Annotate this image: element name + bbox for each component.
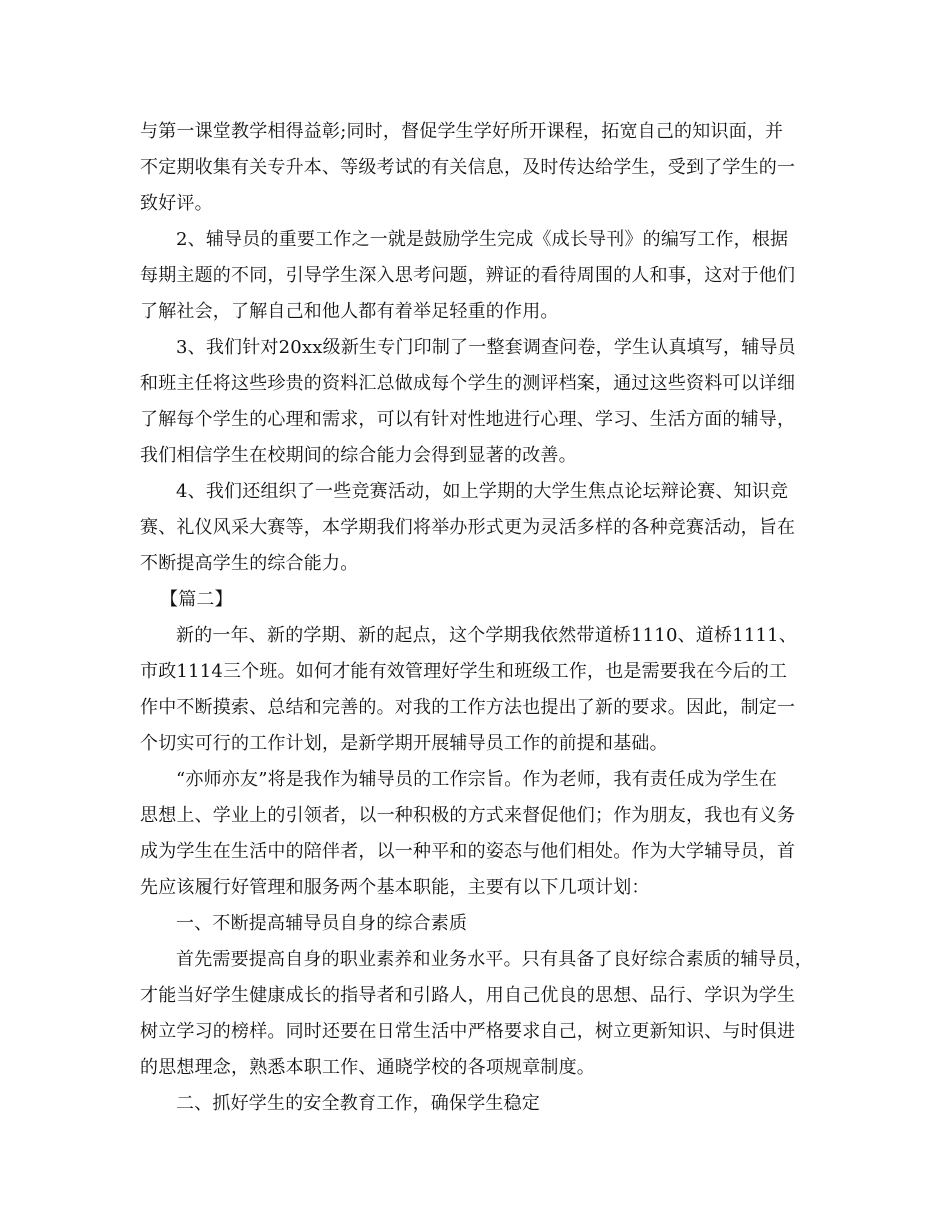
paragraph-line: 4、我们还组织了一些竞赛活动，如上学期的大学生焦点论坛辩论赛、知识竞 (176, 481, 789, 502)
paragraph-line: 树立学习的榜样。同时还要在日常生活中严格要求自己，树立更新知识、与时俱进 (140, 1021, 796, 1042)
paragraph-line: 不定期收集有关专升本、等级考试的有关信息，及时传达给学生，受到了学生的一 (140, 157, 796, 178)
paragraph-line: 思想上、学业上的引领者，以一种积极的方式来督促他们；作为朋友，我也有义务 (140, 805, 796, 826)
paragraph-line: 的思想理念，熟悉本职工作、通晓学校的各项规章制度。 (140, 1057, 595, 1078)
paragraph-line: 了解社会，了解自己和他人都有着举足轻重的作用。 (140, 301, 559, 322)
paragraph-line: 3、我们针对20xx级新生专门印制了一整套调查问卷，学生认真填写，辅导员 (176, 337, 796, 358)
paragraph-line: 才能当好学生健康成长的指导者和引路人，用自己优良的思想、品行、学识为学生 (140, 985, 796, 1006)
paragraph-line: 我们相信学生在校期间的综合能力会得到显著的改善。 (140, 445, 577, 466)
paragraph-line: 了解每个学生的心理和需求，可以有针对性地进行心理、学习、生活方面的辅导， (140, 409, 796, 430)
paragraph-line: 不断提高学生的综合能力。 (140, 553, 359, 574)
paragraph-line: 与第一课堂教学相得益彰;同时，督促学生学好所开课程，拓宽自己的知识面，并 (140, 121, 784, 142)
paragraph-line: 赛、礼仪风采大赛等，本学期我们将举办形式更为灵活多样的各种竞赛活动，旨在 (140, 517, 796, 538)
paragraph-line: 2、辅导员的重要工作之一就是鼓励学生完成《成长导刊》的编写工作，根据 (176, 229, 789, 250)
paragraph-line: 个切实可行的工作计划，是新学期开展辅导员工作的前提和基础。 (140, 733, 668, 754)
paragraph-line: 和班主任将这些珍贵的资料汇总做成每个学生的测评档案，通过这些资料可以详细 (140, 373, 796, 394)
paragraph-line: “亦师亦友”将是我作为辅导员的工作宗旨。作为老师，我有责任成为学生在 (176, 769, 778, 790)
paragraph-line: 市政1114三个班。如何才能有效管理好学生和班级工作，也是需要我在今后的工 (140, 661, 788, 682)
paragraph-line: 先应该履行好管理和服务两个基本职能，主要有以下几项计划： (140, 877, 650, 898)
section-heading: 【篇二】 (160, 589, 233, 610)
paragraph-line: 成为学生在生活中的陪伴者，以一种平和的姿态与他们相处。作为大学辅导员，首 (140, 841, 796, 862)
subsection-heading: 二、抓好学生的安全教育工作，确保学生稳定 (176, 1093, 540, 1114)
subsection-heading: 一、不断提高辅导员自身的综合素质 (176, 913, 468, 934)
paragraph-line: 新的一年、新的学期、新的起点，这个学期我依然带道桥1110、道桥1111、 (176, 625, 798, 646)
paragraph-line: 作中不断摸索、总结和完善的。对我的工作方法也提出了新的要求。因此，制定一 (140, 697, 796, 718)
paragraph-line: 首先需要提高自身的职业素养和业务水平。只有具备了良好综合素质的辅导员， (176, 949, 813, 970)
paragraph-line: 致好评。 (140, 193, 213, 214)
paragraph-line: 每期主题的不同，引导学生深入思考问题，辨证的看待周围的人和事，这对于他们 (140, 265, 796, 286)
